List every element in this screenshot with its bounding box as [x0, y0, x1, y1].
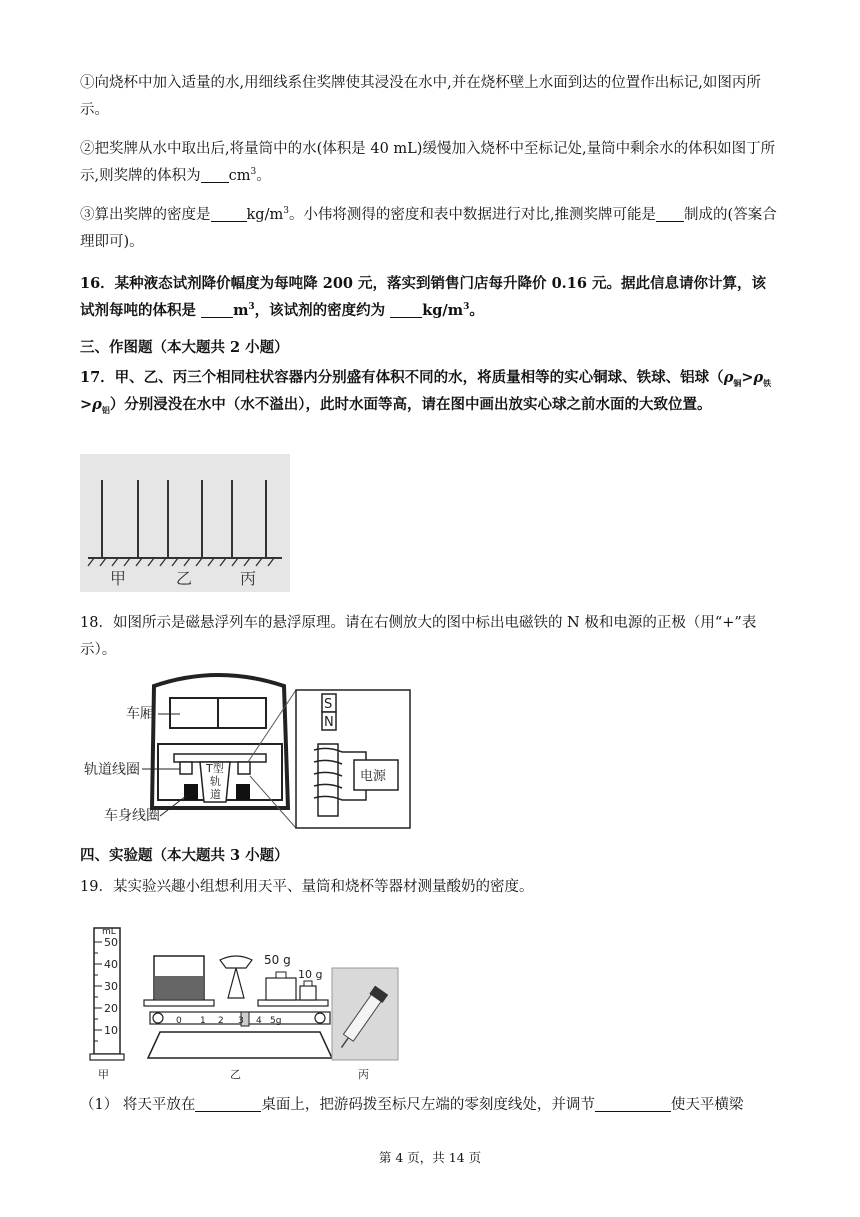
- q15-step3: ③算出奖牌的密度是 $kg/m^3$。小伟将测得的密度和表中数据进行对比,推测奖牌可能是 制成的(答案合理即可)。: [80, 206, 777, 250]
- balance-base: [148, 1032, 332, 1058]
- q15-step2: ②把奖牌从水中取出后,将量筒中的水(体积是 40 mL)缓慢加入烧杯中至标记处,量筒中剩余水的体积如图丁所示,则奖牌的体积为 $cm^3$。: [80, 141, 776, 184]
- body-coil-left: [184, 784, 198, 800]
- track-coil-left: [180, 762, 192, 774]
- instrument-figure: [80, 920, 400, 1082]
- svg-text:40: 40: [104, 958, 118, 971]
- answer-blank[interactable]: [211, 205, 247, 222]
- svg-text:2: 2: [218, 1016, 224, 1026]
- q15-step1: ①向烧杯中加入适量的水,用细线系住奖牌使其浸没在水中,并在烧杯壁上水面到达的位置作出标记,如图丙所示。: [80, 75, 761, 118]
- svg-text:1: 1: [200, 1016, 206, 1026]
- cylinder-unit: mL: [102, 927, 116, 937]
- answer-blank[interactable]: [201, 301, 233, 318]
- weight-10g: [300, 986, 316, 1000]
- electromagnet-core: [318, 744, 338, 816]
- track-coil-label: 轨道线圈: [84, 762, 140, 778]
- weight-50g: [266, 978, 296, 1000]
- right-pan: [258, 1000, 328, 1006]
- svg-text:0: 0: [176, 1016, 182, 1026]
- body-coil-label: 车身线圈: [104, 808, 160, 824]
- section-heading-4: 四、实验题（本大题共 3 小题）: [80, 847, 289, 864]
- svg-text:30: 30: [104, 980, 118, 993]
- answer-blank[interactable]: [201, 166, 229, 183]
- svg-text:4: 4: [256, 1016, 262, 1026]
- t-track-label-2: 轨: [210, 775, 221, 788]
- svg-text:3: 3: [238, 1016, 244, 1026]
- body-coil-right: [236, 784, 250, 800]
- label-yi: 乙: [230, 1068, 241, 1081]
- q17-text: 17．甲、乙、丙三个相同柱状容器内分别盛有体积不同的水，将质量相等的实心铜球、铁球、铝球$(\rho_铜>\rho_铁>\rho_铝)$分别浸没在水中（水不溢出），此时水面等高，请在图中画出放实心球之前水面的大致位置。: [80, 369, 772, 415]
- answer-blank[interactable]: [656, 205, 684, 222]
- weight-10-label: 10 g: [298, 968, 323, 981]
- weight-50-label: 50 g: [264, 953, 291, 967]
- t-track-label-1: T型: [206, 762, 224, 775]
- q19-text: 19．某实验兴趣小组想利用天平、量筒和烧杯等器材测量酸奶的密度。: [80, 879, 534, 895]
- t-track-label-3: 道: [210, 788, 221, 801]
- svg-text:50: 50: [104, 936, 118, 949]
- answer-blank[interactable]: [595, 1095, 671, 1112]
- answer-blank[interactable]: [195, 1095, 261, 1112]
- track-coil-right: [238, 762, 250, 774]
- q19-part1: （1） 将天平放在 桌面上，把游码拨至标尺左端的零刻度线处，并调节 使天平横梁: [80, 1097, 744, 1113]
- svg-text:10: 10: [104, 1024, 118, 1037]
- pointer-dial: [220, 956, 252, 968]
- label-jia: 甲: [98, 1068, 109, 1081]
- svg-text:20: 20: [104, 1002, 118, 1015]
- q18-text: 18．如图所示是磁悬浮列车的悬浮原理。请在右侧放大的图中标出电磁铁的 N 极和电源的正极（用“+”表示）。: [80, 615, 757, 658]
- svg-text:5g: 5g: [270, 1016, 282, 1026]
- q16-text: 16．某种液态试剂降价幅度为每吨降 200 元，落实到销售门店每升降价 0.16 元。据此信息请你计算，该试剂每吨的体积是 $m^3$，该试剂的密度约为 $kg/m^3$。: [80, 275, 766, 319]
- maglev-figure: [82, 668, 412, 834]
- left-pan: [144, 1000, 214, 1006]
- pole-n-label: N: [324, 715, 334, 730]
- label-bing: 丙: [240, 569, 257, 588]
- yogurt: [155, 976, 203, 999]
- car-label: 车厢: [126, 706, 154, 722]
- answer-blank[interactable]: [390, 301, 422, 318]
- label-bing: 丙: [358, 1068, 369, 1081]
- page-footer: 第 4 页，共 14 页: [378, 1150, 482, 1165]
- zoom-box: [296, 690, 410, 828]
- label-yi: 乙: [176, 569, 193, 588]
- section-heading-3: 三、作图题（本大题共 2 小题）: [80, 339, 289, 356]
- container-figure: [80, 454, 290, 592]
- pole-s-label: S: [324, 697, 333, 712]
- label-jia: 甲: [110, 569, 127, 588]
- power-label: 电源: [360, 769, 387, 784]
